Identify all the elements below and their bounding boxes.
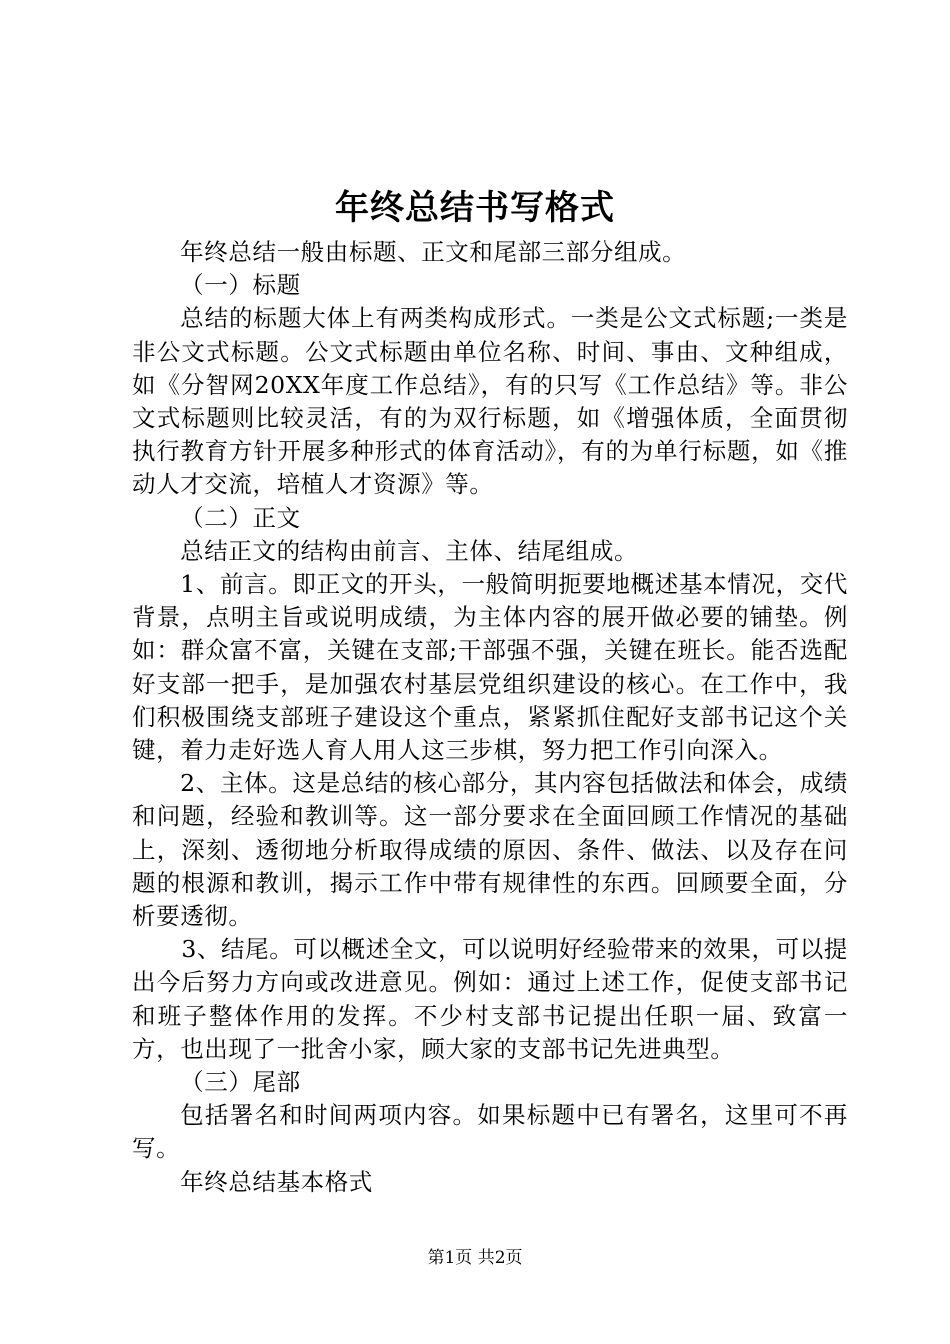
paragraph-intro: 年终总结一般由标题、正文和尾部三部分组成。 [180,238,687,266]
paragraph-title-forms: 总结的标题大体上有两类构成形式。一类是公文式标题;一类是非公文式标题。公文式标题由单位名称、时间、事由、文种组成，如《分智网20XX年度工作总结》，有的只写《工作总结》等。非公文式标题则比较灵活，有的为双行标题，如《增强体质，全面贯彻执行教育方针开展多种形式的体育活动》，有的为单行标题，如《推动人才交流，培植人才资源》等。 [132,304,848,499]
document-body [132,236,848,1199]
page-number-footer: 第1页 共2页 [427,1248,523,1268]
paragraph-basic-format: 年终总结基本格式 [180,1167,373,1196]
document-title: 年终总结书写格式 [335,188,615,228]
paragraph-preface: 1、前言。即正文的开头，一般简明扼要地概述基本情况，交代背景，点明主旨或说明成绩，为主体内容的展开做必要的铺垫。例如：群众富不富，关键在支部;干部强不强，关键在班长。能否选配好支部一把手，是加强农村基层党组织建设的核心。在工作中，我们积极围绕支部班子建设这个重点，紧紧抓住配好支部书记这个关键，着力走好选人育人用人这三步棋，努力把工作引向深入。 [132,570,848,765]
paragraph-tail: 包括署名和时间两项内容。如果标题中已有署名，这里可不再写。 [132,1101,848,1163]
paragraph-body-structure: 总结正文的结构由前言、主体、结尾组成。 [180,536,639,565]
section-heading-tail: （三）尾部 [180,1068,301,1097]
section-heading-title: （一）标题 [180,271,301,300]
section-heading-body: （二）正文 [180,503,301,532]
paragraph-main-part: 2、主体。这是总结的核心部分，其内容包括做法和体会，成绩和问题，经验和教训等。这一部分要求在全面回顾工作情况的基础上，深刻、透彻地分析取得成绩的原因、条件、做法、以及存在问题的根源和教训，揭示工作中带有规律性的东西。回顾要全面，分析要透彻。 [132,769,848,931]
paragraph-ending: 3、结尾。可以概述全文，可以说明好经验带来的效果，可以提出今后努力方向或改进意见。例如：通过上述工作，促使支部书记和班子整体作用的发挥。不少村支部书记提出任职一届、致富一方，也出现了一批舍小家，顾大家的支部书记先进典型。 [132,935,848,1063]
